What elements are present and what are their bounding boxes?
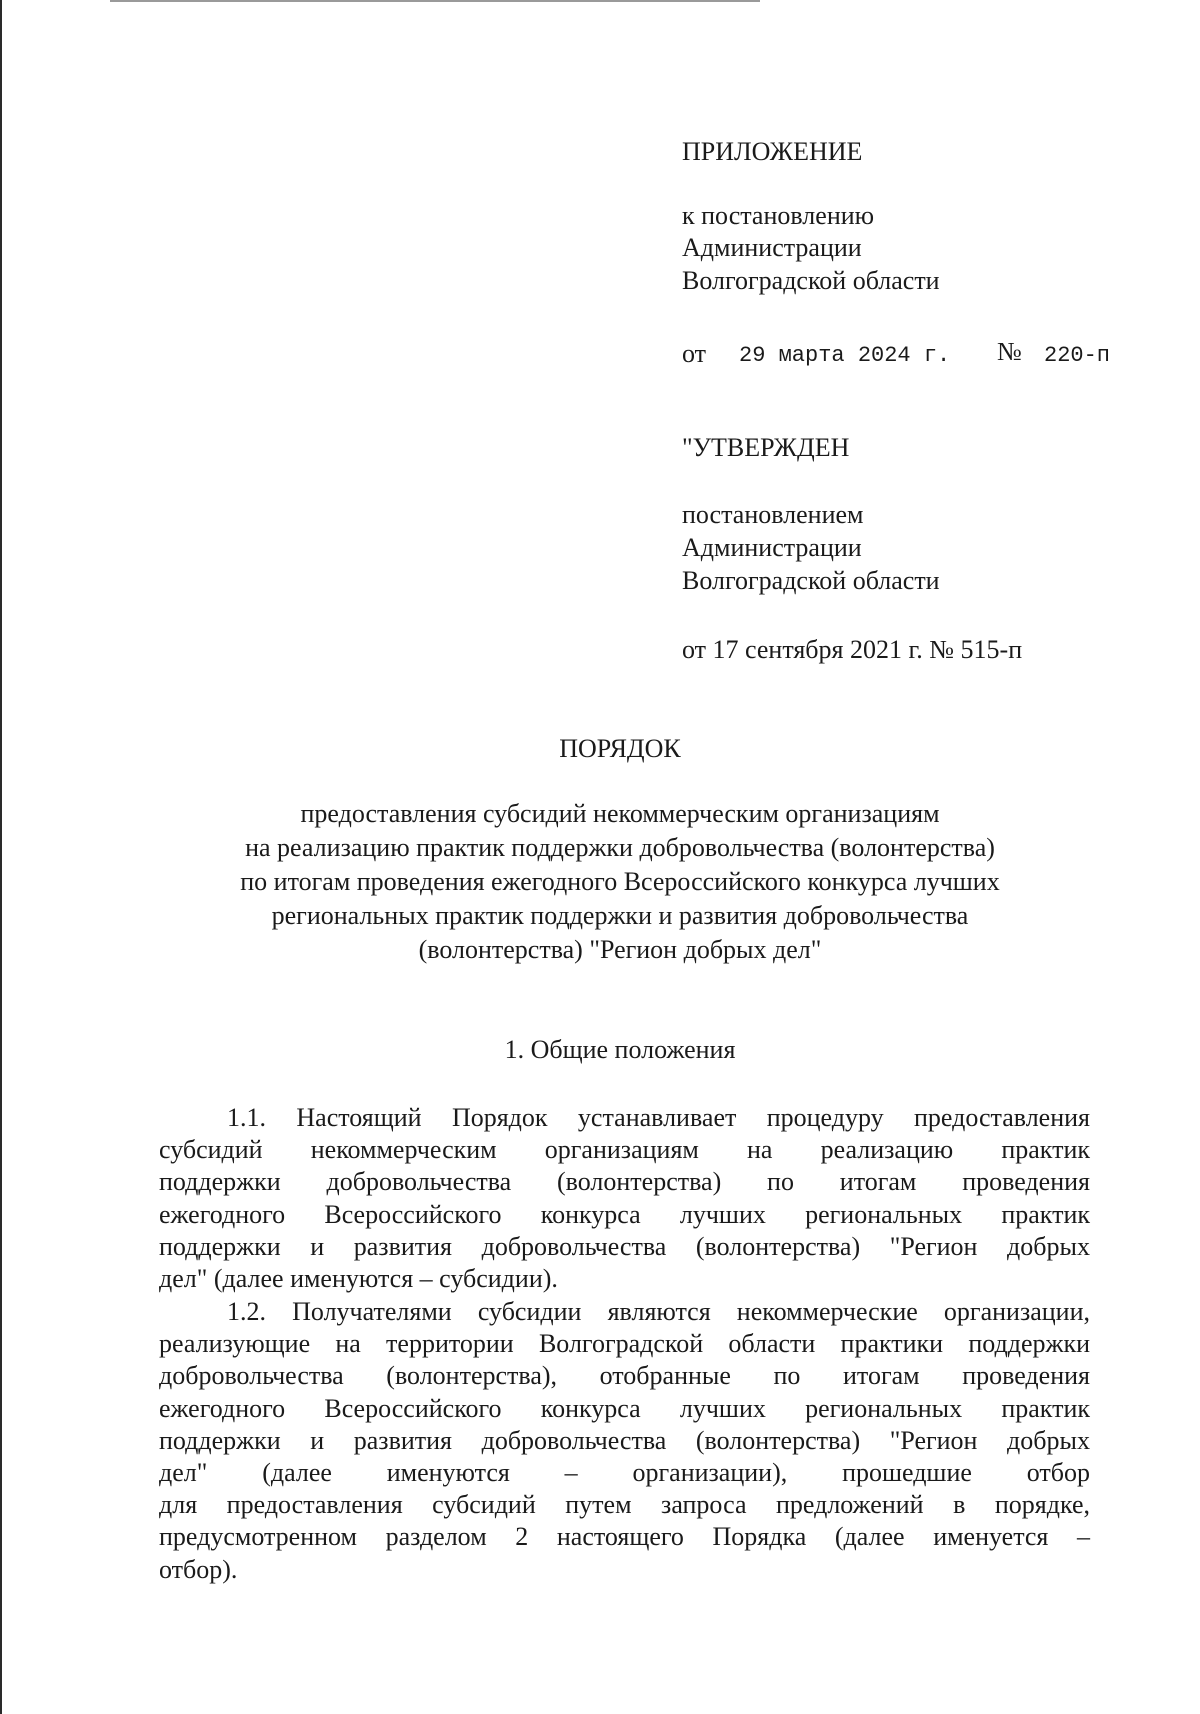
appendix-to-line-1: к постановлению [682, 201, 875, 230]
approved-line-1: постановлением [682, 500, 864, 529]
paragraph-line: отбор). [159, 1554, 238, 1584]
appendix-number-value: 220-п [1044, 343, 1111, 368]
approved-line-2: Администрации [682, 533, 862, 562]
paragraph-line: поддержки и развития добровольчества (волонтерства) "Регион добрых [159, 1425, 1090, 1455]
appendix-to-line-3: Волгоградской области [682, 266, 940, 295]
paragraph-1-2 [159, 1296, 1090, 1586]
appendix-number-prefix: № [997, 337, 1022, 366]
document-subtitle-line: (волонтерства) "Регион добрых дел" [418, 935, 822, 964]
paragraph-line: реализующие на территории Волгоградской области практики поддержки [159, 1329, 1090, 1359]
paragraph-line: дел" (далее именуются – субсидии). [159, 1263, 558, 1293]
paragraph-1-1 [159, 1102, 1090, 1295]
document-subtitle-line: предоставления субсидий некоммерческим организациям [300, 799, 940, 828]
document-subtitle-line: региональных практик поддержки и развития добровольчества [271, 901, 969, 930]
paragraph-line: поддержки добровольчества (волонтерства) по итогам проведения [159, 1167, 1090, 1197]
document-heading: ПОРЯДОК [559, 734, 681, 763]
scan-top-edge [110, 0, 760, 2]
document-subtitle-line: на реализацию практик поддержки добровольчества (волонтерства) [245, 833, 995, 862]
appendix-date-value: 29 марта 2024 г. [739, 343, 951, 368]
paragraph-line: предусмотренном разделом 2 настоящего Порядка (далее именуется – [159, 1522, 1090, 1552]
section-heading: 1. Общие положения [504, 1035, 736, 1064]
paragraph-line: для предоставления субсидий путем запроса предложений в порядке, [159, 1490, 1090, 1520]
document-subtitle-line: по итогам проведения ежегодного Всероссийского конкурса лучших [240, 867, 1000, 896]
paragraph-line: 1.2. Получателями субсидии являются некоммерческие организации, [227, 1297, 1090, 1326]
approved-title: "УТВЕРЖДЕН [682, 433, 850, 462]
approved-date-line: от 17 сентября 2021 г. № 515-п [682, 635, 1023, 664]
paragraph-line: субсидий некоммерческим организациям на реализацию практик [159, 1135, 1090, 1165]
appendix-to-line-2: Администрации [682, 233, 862, 262]
paragraph-line: ежегодного Всероссийского конкурса лучших региональных практик [159, 1199, 1090, 1229]
approved-line-3: Волгоградской области [682, 566, 940, 595]
paragraph-line: добровольчества (волонтерства), отобранные по итогам проведения [159, 1361, 1090, 1391]
paragraph-line: ежегодного Всероссийского конкурса лучших региональных практик [159, 1393, 1090, 1423]
appendix-date-prefix: от [682, 339, 707, 368]
paragraph-line: поддержки и развития добровольчества (волонтерства) "Регион добрых [159, 1231, 1090, 1261]
paragraph-line: дел" (далее именуются – организации), прошедшие отбор [159, 1457, 1090, 1487]
paragraph-line: 1.1. Настоящий Порядок устанавливает процедуру предоставления [227, 1103, 1090, 1132]
appendix-title: ПРИЛОЖЕНИЕ [682, 137, 863, 166]
